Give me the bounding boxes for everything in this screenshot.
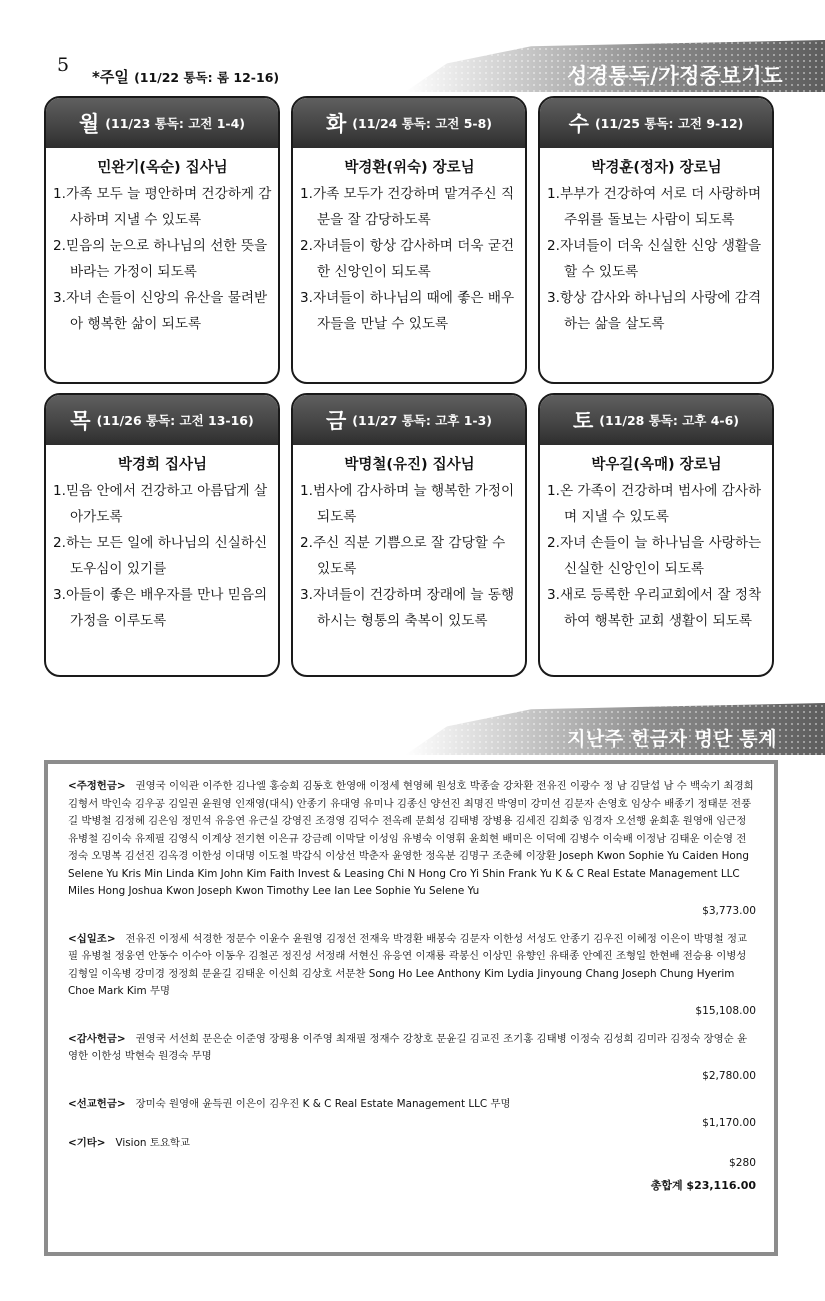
donor-list: 장미숙 원영애 윤득권 이은이 김우진 K & C Real Estate Management LLC 무명 xyxy=(135,1097,511,1110)
offering-amount: $3,773.00 xyxy=(702,904,756,917)
day-label: 월 xyxy=(78,112,100,136)
offering-names xyxy=(68,778,756,901)
prayer-item: 2.자녀들이 항상 감사하며 더욱 굳건한 신앙인이 되도록 xyxy=(300,238,515,280)
reading-range: (11/23 통독: 고전 1-4) xyxy=(105,116,245,131)
section-title: 성경통독/가정중보기도 xyxy=(566,64,783,88)
day-card-fri xyxy=(291,393,527,677)
offering-title: 지난주 헌금자 명단 통계 xyxy=(567,728,777,750)
prayer-item: 2.하는 모든 일에 하나님의 신실하신 도우심이 있기를 xyxy=(53,535,268,577)
day-card-header xyxy=(46,98,278,148)
offering-group xyxy=(68,931,756,1017)
prayer-item: 3.항상 감사와 하나님의 사랑에 감격하는 삶을 살도록 xyxy=(547,290,762,332)
offering-group xyxy=(68,1135,756,1169)
day-label: 토 xyxy=(572,409,594,433)
offering-label: <주정헌금> xyxy=(68,780,126,792)
reading-range: (11/26 통독: 고전 13-16) xyxy=(96,413,254,428)
day-card-tue xyxy=(291,96,527,384)
prayer-family: 민완기(옥순) 집사님 xyxy=(97,160,228,176)
day-card-header xyxy=(540,395,772,445)
donor-list: 권영국 서선희 문은순 이준영 장평용 이주영 최재필 정재수 강창호 문윤길 김교진 조기홍 김태병 이정숙 김성희 김미라 김정숙 장영순 윤영한 이한성 박현숙 원경숙 무명 xyxy=(68,1032,748,1062)
offering-group xyxy=(68,1031,756,1082)
prayer-family: 박경훈(정자) 장로님 xyxy=(591,160,722,176)
offering-amount: $2,780.00 xyxy=(702,1069,756,1082)
day-card-header xyxy=(540,98,772,148)
day-card-mon xyxy=(44,96,280,384)
day-card-thu xyxy=(44,393,280,677)
offering-group xyxy=(68,778,756,917)
prayer-item: 3.새로 등록한 우리교회에서 잘 정착하여 행복한 교회 생활이 되도록 xyxy=(547,587,762,629)
reading-range: (11/25 통독: 고전 9-12) xyxy=(594,116,744,131)
offering-label: <감사헌금> xyxy=(68,1032,126,1045)
prayer-item: 1.부부가 건강하여 서로 더 사랑하며 주위를 돌보는 사람이 되도록 xyxy=(547,186,762,228)
prayer-item: 1.온 가족이 건강하며 범사에 감사하며 지낼 수 있도록 xyxy=(547,483,762,525)
offering-label: <기타> xyxy=(68,1137,106,1149)
sunday-reading-range: (11/22 통독: 롬 12-16) xyxy=(134,70,280,85)
day-label: 화 xyxy=(325,112,347,136)
page-number: 5 xyxy=(57,54,70,76)
prayer-item: 2.믿음의 눈으로 하나님의 선한 뜻을 바라는 가정이 되도록 xyxy=(53,238,268,280)
day-card-header xyxy=(46,395,278,445)
offering-total: 총합계 $23,116.00 xyxy=(650,1178,756,1192)
offering-names xyxy=(68,1135,756,1153)
offering-amount: $280 xyxy=(729,1156,756,1169)
offering-names xyxy=(68,1031,756,1066)
day-card-header xyxy=(293,395,525,445)
prayer-item: 3.자녀 손들이 신앙의 유산을 물려받아 행복한 삶이 되도록 xyxy=(53,290,268,332)
sunday-reading xyxy=(92,66,279,87)
offering-amount: $1,170.00 xyxy=(702,1117,756,1129)
prayer-item: 2.주신 직분 기쁨으로 잘 감당할 수 있도록 xyxy=(300,535,506,577)
offering-label: <십일조> xyxy=(68,932,116,945)
prayer-family: 박경희 집사님 xyxy=(117,457,208,473)
prayer-item: 1.가족 모두 늘 평안하며 건강하게 감사하며 지낼 수 있도록 xyxy=(53,186,272,228)
prayer-item: 3.자녀들이 하나님의 때에 좋은 배우자들을 만날 수 있도록 xyxy=(300,290,515,332)
prayer-family: 박경환(위숙) 장로님 xyxy=(344,160,475,176)
day-label: 수 xyxy=(568,112,589,136)
prayer-item: 1.범사에 감사하며 늘 행복한 가정이 되도록 xyxy=(300,483,515,525)
prayer-item: 1.믿음 안에서 건강하고 아름답게 살아가도록 xyxy=(53,483,268,525)
reading-range: (11/24 통독: 고전 5-8) xyxy=(352,116,492,131)
prayer-item: 2.자녀들이 더욱 신실한 신앙 생활을 할 수 있도록 xyxy=(547,238,762,280)
offering-names xyxy=(68,1096,756,1114)
reading-range: (11/27 통독: 고후 1-3) xyxy=(352,413,492,428)
offering-names xyxy=(68,931,756,1001)
donor-list: 권영국 이익관 이주한 김나엘 홍승희 김동호 한영애 이정세 현영혜 원성호 박종술 강차환 전유진 이광수 정 남 김달섭 남 수 백숙기 최경희 김형서 박인숙 김우공 김일권 윤원영 인재영(대식) 안종기 유대영 유미나 김종신 양선진 최명진 박영미 강미선 김문자 손영호 임상수 배종기 정태문 전풍길 박병철 김정혜 김은임 정민석 유응연 유근실 강영진 조경영 김덕수 전옥례 문희성 김태병 장병용 김세진 김희중 임경자 오선행 윤희훈 원영애 임근정 유병철 김이숙 유제필 김영식 이계상 전기현 이은규 강금례 이막달 이성임 유병숙 이영휘 윤희현 배미은 이덕예 김병수 이숙배 이정남 김태운 이순영 전정숙 오명복 김선진 김옥경 이한성 이대명 이도철 박갑식 이상선 박춘자 윤영한 정옥분 김명구 조춘혜 이장환 Joseph Kwon Sophie Yu Caiden Hong Selene Yu Kris Min Linda Kim John Kim Faith Invest & Leasing Chi N Hong Cro Yi Shin Frank Yu K & C Real Estate Management LLC Miles Hong Joshua Kwon Joseph Kwon Timothy Lee Ian Lee Sophie Yu Selene Yu xyxy=(68,780,754,897)
prayer-item: 2.자녀 손들이 늘 하나님을 사랑하는 신실한 신앙인이 되도록 xyxy=(547,535,762,577)
prayer-item: 3.아들이 좋은 배우자를 만나 믿음의 가정을 이루도록 xyxy=(53,587,268,629)
offering-label: <선교헌금> xyxy=(68,1097,126,1110)
prayer-family: 박우길(옥매) 장로님 xyxy=(591,457,722,473)
donor-list: Vision 토요학교 xyxy=(115,1137,190,1149)
day-card-wed xyxy=(538,96,774,384)
sunday-label: *주일 xyxy=(92,68,129,86)
offering-amount: $15,108.00 xyxy=(695,1004,756,1017)
offering-list xyxy=(44,760,778,1256)
day-card-sat xyxy=(538,393,774,677)
prayer-item: 1.가족 모두가 건강하며 맡겨주신 직분을 잘 감당하도록 xyxy=(300,186,515,228)
day-label: 목 xyxy=(70,409,91,433)
day-label: 금 xyxy=(325,409,347,433)
day-card-header xyxy=(293,98,525,148)
prayer-item: 3.자녀들이 건강하며 장래에 늘 동행하시는 형통의 축복이 있도록 xyxy=(300,587,515,629)
reading-range: (11/28 통독: 고후 4-6) xyxy=(599,413,739,428)
prayer-family: 박명철(유진) 집사님 xyxy=(344,457,475,473)
donor-list: 전유진 이정세 석경한 정문수 이윤수 윤원영 김정선 전재욱 박경환 배봉숙 김문자 이한성 서성도 안종기 김우진 이혜정 이은이 박명철 정교필 유병철 정웅연 안동수 이수아 이동우 김철곤 정진성 서정래 서현신 유응연 이재룡 곽봉신 이상민 유향인 유태종 안예진 조형일 한현배 전승용 이병성 김형일 이옥병 강미경 정정희 문윤길 김태운 이신희 김상호 서문찬 Song Ho Lee Anthony Kim Lydia Jinyoung Chang Joseph Chung Hyerim Choe Mark Kim 무명 xyxy=(68,932,748,997)
offering-group xyxy=(68,1096,756,1130)
